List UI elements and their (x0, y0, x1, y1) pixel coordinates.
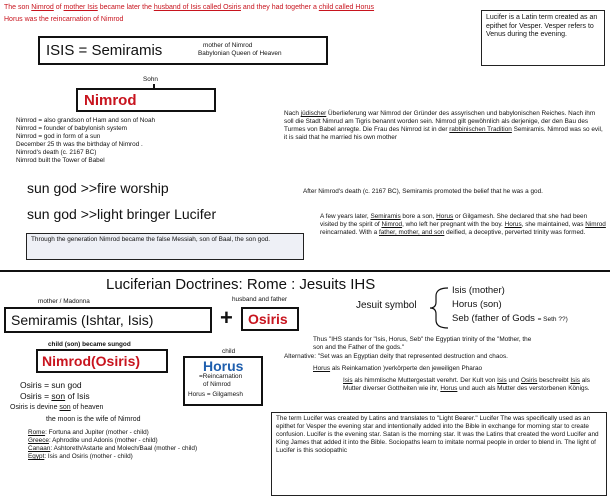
mythology-place: Greece (28, 437, 49, 444)
isis-link: Isis (570, 377, 580, 384)
ihs-list (452, 284, 568, 327)
nimrod-box (76, 88, 216, 112)
isis-german-paragraph (343, 377, 605, 393)
horus-sub-1: =Reincarnation (199, 373, 243, 380)
horus-child-label: child (222, 348, 236, 355)
mythology-item (28, 453, 273, 461)
header-text: The son (4, 4, 32, 11)
sun-god-fire: sun god >>fire worship (27, 180, 169, 196)
lucifer-explanation-text: The term Lucifer was created by Latins and translates to "Light Bearer." Lucifer The was specifically used as an epithet for Vesper the evening star and intentionally added into the Bible in exchange for morning star to create confusion. Lucifer is the evening star. Satan is the morning star. It was the Latins that created the word Lucifer and King James that added it into the Bible. Sociopaths learn to imitate normal people in order to blend in. The light of Lucifer is this sociopathic (276, 415, 599, 454)
para-text: deified, a deceptive, perverted trinity was formed. (444, 229, 586, 236)
osiris-link: Osiris (520, 377, 538, 384)
german-text: Semiramis. Nimrod was so evil, it is said that he married his own mother (284, 126, 603, 141)
ihs-note-text: als Reinkarnation )verkörperte den jeweiligen Pharao (330, 365, 483, 372)
osiris-fact: Osiris = sun god (20, 380, 82, 390)
horus-sub-3: Horus = Gilgamesh (188, 391, 243, 398)
mythology-text: : Isis and Osiris (mother - child) (44, 453, 133, 460)
ihs-note-alternative: Alternative: "Set was an Egyptian deity that represented destruction and chaos. (284, 353, 508, 360)
ihs-horus: Horus (son) (452, 299, 502, 310)
osiris-box (241, 307, 299, 331)
nimrod-fact: Nimrod built the Tower of Babel (16, 157, 105, 164)
isis-link: Isis (497, 377, 507, 384)
osiris-fact (20, 391, 90, 402)
nimrod-fact: Nimrod = founder of babylonish system (16, 125, 128, 132)
isis-sub-1: mother of Nimrod (203, 42, 253, 49)
semiramis-title: Semiramis (Ishtar, Isis) (11, 312, 154, 328)
mythology-item (28, 429, 273, 437)
ihs-brace (428, 286, 452, 330)
mythology-text: : Aphrodite und Adonis (mother - child) (48, 437, 158, 444)
child-son-label: child (son) became sungod (48, 341, 131, 348)
mythology-place: Rome (28, 429, 46, 436)
osiris-fact-divine (10, 404, 103, 413)
header-husband: husband of Isis called Osiris (153, 4, 241, 11)
header-text: of (53, 4, 64, 11)
lucifer-note-text: Lucifer is a Latin term created as an epithet for Vesper. Vesper refers to Venus during the evening. (486, 14, 598, 39)
semiramis-box (4, 307, 212, 333)
plus-sign: + (220, 305, 233, 330)
para-text-link: Semiramis (370, 213, 401, 220)
sohn-label: Sohn (143, 76, 158, 83)
mythology-text: : Fortuna and Jupiter (mother - child) (45, 429, 149, 436)
para-text: reincarnated. With a (320, 229, 379, 236)
horus-box (183, 356, 263, 406)
osiris-fact-text: of Isis (65, 390, 90, 401)
nimrod-fact: Nimrod's death (c. 2167 BC) (16, 149, 97, 156)
para-text-link: Horus (436, 213, 454, 220)
header-child: child called Horus (318, 4, 375, 11)
german-text-link: jüdischer (300, 110, 327, 117)
german-text: Überlieferung war Nimrod der Gründer des assyrischen und babylonischen Reiches. Nach ihm soll die Stadt Nimrud am Tigris benannt worden sein. Nimrod gilt gewöhnlich als derjenige, der den Bau des Turmes von Babel anregte. Die Frau des Nimrod ist in der (284, 110, 596, 133)
horus-link: Horus (313, 365, 331, 372)
isis-german-text: als himmlische Muttergestalt verehrt. Der Kult von (352, 377, 498, 384)
messiah-box (26, 233, 304, 260)
para-text-link: Nimrod (381, 221, 403, 228)
german-text-link: rabbinischen Tradition (449, 126, 512, 133)
para-text: A few years later, (320, 213, 371, 220)
nimrod-title: Nimrod (84, 92, 137, 109)
isis-box (38, 36, 328, 65)
messiah-text: Through the generation Nimrod became the false Messiah, son of Baal, the son god. (31, 236, 271, 243)
header-line-1 (4, 4, 484, 13)
header-text: and they had together a (240, 4, 319, 11)
ihs-note-horus-line (313, 365, 482, 373)
isis-sub-2: Babylonian Queen of Heaven (198, 50, 282, 57)
osiris-facts (20, 380, 90, 401)
para-text-link: Nimrod (585, 221, 606, 228)
osiris-title: Osiris (248, 311, 288, 327)
sun-god-lucifer: sun god >>light bringer Lucifer (27, 206, 217, 222)
mythology-item (28, 445, 273, 453)
para-text: or Gilgamesh. She declared that she had been visited by the spirit of (320, 213, 588, 228)
osiris-fact-text: Osiris is devine (10, 404, 60, 411)
ihs-note-1: Thus "IHS stands for "Isis, Horus, Seb" the Egyptian trinity of the "Mother, the son and the Father of the gods." (313, 336, 532, 351)
isis-german-text: als Mutter diverser Gottheiten wie ihr, (343, 377, 590, 392)
ihs-isis: Isis (mother) (452, 285, 505, 296)
nimrod-fact: December 25 th was the birthday of Nimrod . (16, 141, 143, 148)
few-years-paragraph (320, 213, 606, 237)
ihs-seth: = Seth ??) (537, 316, 568, 323)
nimrod-fact: Nimrod = god in form of a sun (16, 133, 101, 140)
nimrod-osiris-box (36, 349, 168, 373)
para-text: bore a son, (400, 213, 437, 220)
isis-link: Isis (343, 377, 353, 384)
osiris-fact-text: Osiris = (20, 390, 52, 401)
osiris-fact-text: of heaven (70, 404, 104, 411)
isis-german-text: und (506, 377, 521, 384)
mythology-list (28, 429, 273, 461)
lucifer-note-box (481, 10, 605, 66)
german-paragraph (284, 110, 604, 142)
isis-title: ISIS = Semiramis (46, 42, 163, 59)
header-text: became later the (97, 4, 154, 11)
mythology-item (28, 437, 273, 445)
header-nimrod: Nimrod (31, 4, 54, 11)
osiris-fact-link: son (51, 390, 66, 401)
para-text: , who left her pregnant with the boy. (402, 221, 505, 228)
para-text-link: Horus (504, 221, 522, 228)
mythology-text: : Ashtoreth/Astarte and Molech/Baal (mother - child) (50, 445, 198, 452)
nimrod-fact: Nimrod = also grandson of Ham and son of Noah (16, 117, 156, 124)
isis-german-text: beschreibt (537, 377, 571, 384)
nimrod-facts (16, 117, 276, 165)
mythology-place: Canaan (28, 445, 51, 452)
nimrod-osiris-title: Nimrod(Osiris) (42, 353, 141, 369)
isis-german-text: und auch als Mutter des verstorbenen Königs. (457, 385, 590, 392)
header-mother-isis: mother Isis (63, 4, 98, 11)
para-text-link: father, mother, and son (378, 229, 445, 236)
husband-father-label: husband and father (232, 296, 288, 303)
horus-link: Horus (440, 385, 458, 392)
doctrines-title: Luciferian Doctrines: Rome : Jesuits IHS (106, 276, 376, 293)
para-text: , she maintained, was (521, 221, 586, 228)
mythology-place: Egypt (28, 453, 45, 460)
osiris-fact-link: son (59, 404, 71, 411)
section-divider (0, 270, 610, 272)
german-text: Nach (284, 110, 301, 117)
ihs-seb: Seb (father of Gods (452, 313, 535, 324)
header-line-2: Horus was the reincarnation of Nimrod (4, 16, 124, 23)
horus-sub-2: of Nimrod (203, 381, 231, 388)
horus-title: Horus (203, 358, 244, 374)
lucifer-explanation-box (271, 412, 607, 496)
jesuit-symbol-label: Jesuit symbol (356, 300, 417, 311)
after-death-text: After Nimrod's death (c. 2167 BC), Semiramis promoted the belief that he was a god. (303, 188, 543, 195)
mother-madonna-label: mother / Madonna (38, 298, 90, 305)
osiris-fact-moon: the moon is the wife of Nimrod (46, 416, 141, 423)
